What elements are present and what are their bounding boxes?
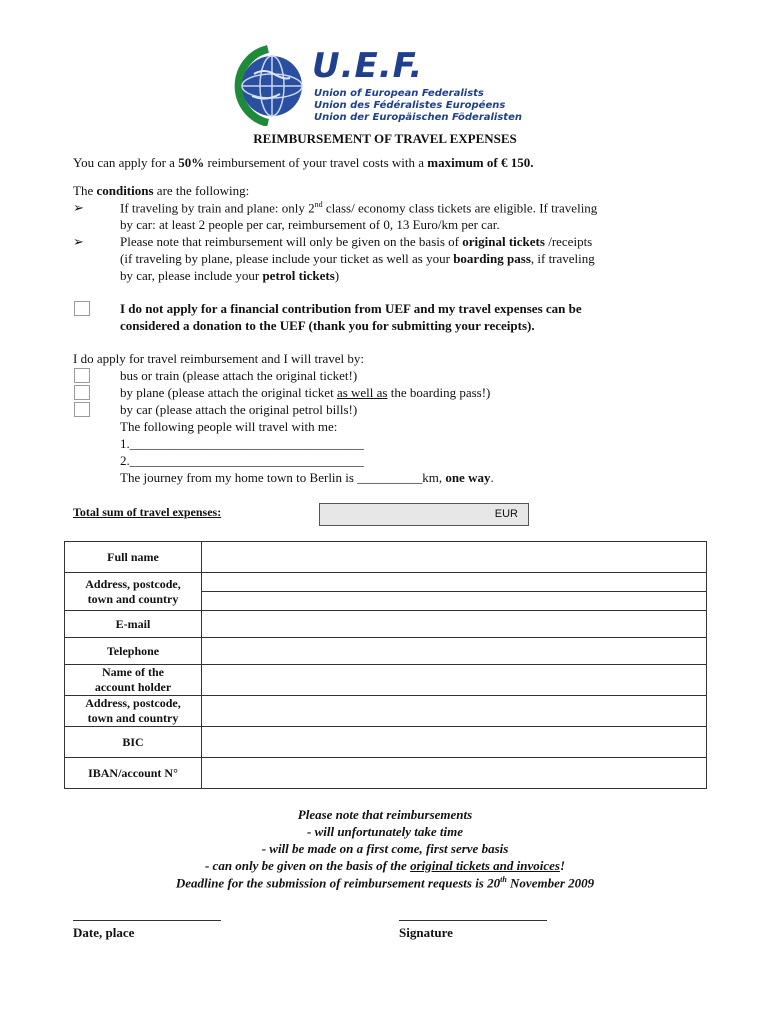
logo-line-2: Union des Fédéralistes Européens <box>314 100 506 111</box>
full-name-label: Full name <box>65 542 202 573</box>
signature-label: Signature <box>399 925 453 940</box>
date-place-line[interactable] <box>73 920 221 921</box>
condition-2-line-2 <box>120 251 595 267</box>
total-label: Total sum of travel expenses: <box>73 505 222 519</box>
condition-2-l2-c: , if traveling <box>530 251 595 266</box>
address-field-1[interactable] <box>202 573 707 592</box>
bank-address-l1: Address, postcode, <box>85 696 181 710</box>
account-holder-field[interactable] <box>202 665 707 696</box>
condition-1-line-1 <box>120 200 597 216</box>
intro-percent: 50% <box>178 155 205 170</box>
total-amount-field[interactable] <box>319 503 529 526</box>
full-name-field[interactable] <box>202 542 707 573</box>
plane-as-well-as: as well as <box>336 385 388 400</box>
person-2-field[interactable]: 2.____________________________________ <box>120 453 364 468</box>
date-place-label: Date, place <box>73 925 135 940</box>
email-field[interactable] <box>202 611 707 638</box>
donation-line-1: I do not apply for a financial contribution from UEF and my travel expenses can be <box>120 301 582 316</box>
travel-option-plane <box>120 385 490 401</box>
donation-line-2: considered a donation to the UEF (thank you for submitting your receipts). <box>120 318 535 333</box>
plane-checkbox[interactable] <box>74 385 90 400</box>
bullet-icon: ➢ <box>73 200 84 215</box>
plane-c: the boarding pass!) <box>387 385 491 400</box>
deadline-sup: th <box>500 875 507 884</box>
telephone-label: Telephone <box>65 638 202 665</box>
condition-2-l3-a: by car, please include your <box>120 268 263 283</box>
holder-l1: Name of the <box>102 665 164 679</box>
conditions-a: The <box>73 183 97 198</box>
intro-part-c: reimbursement of your travel costs with a <box>204 155 428 170</box>
journey-one-way: one way <box>445 470 491 485</box>
address-field-2[interactable] <box>202 592 707 611</box>
table-row <box>65 758 707 789</box>
bus-train-checkbox[interactable] <box>74 368 90 383</box>
note-line-4 <box>0 858 770 874</box>
account-holder-label <box>65 665 202 696</box>
holder-l2: account holder <box>94 680 172 694</box>
address-label-l2: town and country <box>87 591 179 606</box>
condition-1-sup: nd <box>314 200 323 209</box>
table-row <box>65 542 707 573</box>
bank-address-field[interactable] <box>202 696 707 727</box>
journey-line[interactable] <box>120 470 494 486</box>
intro-part-a: You can apply for a <box>73 155 179 170</box>
condition-2-l3-c: ) <box>334 268 340 283</box>
conditions-word: conditions <box>96 183 154 198</box>
plane-a: by plane (please attach the original ticket <box>120 385 337 400</box>
bank-address-l2: town and country <box>87 711 179 725</box>
note-4-original: original tickets and invoices <box>410 858 560 873</box>
bic-label: BIC <box>65 727 202 758</box>
note-4-a: - can only be given on the basis of the <box>204 858 411 873</box>
logo-line-1: Union of European Federalists <box>314 88 484 99</box>
signature-line[interactable] <box>399 920 547 921</box>
note-line-2: - will unfortunately take time <box>306 824 463 839</box>
travel-intro: I do apply for travel reimbursement and I will travel by: <box>73 351 364 366</box>
condition-2-original-tickets: original tickets <box>462 234 545 249</box>
deadline-a: Deadline for the submission of reimbursement requests is 20 <box>175 875 501 891</box>
uef-logo <box>232 44 542 126</box>
bank-address-label <box>65 696 202 727</box>
logo-letters: U.E.F. <box>312 46 424 86</box>
condition-1-a: If traveling by train and plane: only 2 <box>120 200 315 216</box>
address-label-l1: Address, postcode, <box>85 576 181 591</box>
deadline-line <box>0 875 770 891</box>
currency-label: EUR <box>494 508 518 520</box>
conditions-heading <box>73 183 249 199</box>
conditions-c: are the following: <box>153 183 250 198</box>
condition-1-b: class/ economy class tickets are eligible. If traveling <box>322 200 598 216</box>
car-checkbox[interactable] <box>74 402 90 417</box>
logo-line-3: Union der Europäischen Föderalisten <box>314 112 522 123</box>
note-4-c: ! <box>559 858 566 873</box>
people-heading: The following people will travel with me: <box>120 419 338 434</box>
personal-info-table <box>64 541 707 789</box>
person-1-field[interactable]: 1.____________________________________ <box>120 436 364 451</box>
iban-label: IBAN/account N° <box>65 758 202 789</box>
condition-2-a: Please note that reimbursement will only be given on the basis of <box>120 234 463 249</box>
journey-c: . <box>490 470 494 485</box>
table-row <box>65 727 707 758</box>
intro-text <box>73 155 533 171</box>
condition-1-line-2: by car: at least 2 people per car, reimbursement of 0, 13 Euro/km per car. <box>120 217 500 232</box>
bic-field[interactable] <box>202 727 707 758</box>
table-row <box>65 696 707 727</box>
iban-field[interactable] <box>202 758 707 789</box>
condition-2-line-3 <box>120 268 339 284</box>
note-line-3: - will be made on a first come, first serve basis <box>261 841 509 856</box>
page-title: REIMBURSEMENT OF TRAVEL EXPENSES <box>253 131 517 146</box>
note-line-1: Please note that reimbursements <box>297 807 473 822</box>
telephone-field[interactable] <box>202 638 707 665</box>
condition-2-l2-a: (if traveling by plane, please include your ticket as well as your <box>120 251 454 266</box>
journey-a: The journey from my home town to Berlin is __________km, <box>120 470 446 485</box>
intro-maximum: maximum of € 150. <box>427 155 534 170</box>
condition-2-petrol-tickets: petrol tickets <box>262 268 335 283</box>
bullet-icon: ➢ <box>73 234 84 249</box>
email-label: E-mail <box>65 611 202 638</box>
condition-2-line-1 <box>120 234 592 250</box>
travel-option-bus: bus or train (please attach the original ticket!) <box>120 368 358 383</box>
table-row <box>65 665 707 696</box>
address-label <box>65 573 202 611</box>
deadline-b: November 2009 <box>506 875 595 891</box>
condition-2-c: /receipts <box>544 234 593 249</box>
condition-2-boarding-pass: boarding pass <box>453 251 531 266</box>
travel-option-car: by car (please attach the original petrol bills!) <box>120 402 358 417</box>
table-row <box>65 573 707 592</box>
table-row <box>65 611 707 638</box>
donation-checkbox[interactable] <box>74 301 90 316</box>
table-row <box>65 638 707 665</box>
